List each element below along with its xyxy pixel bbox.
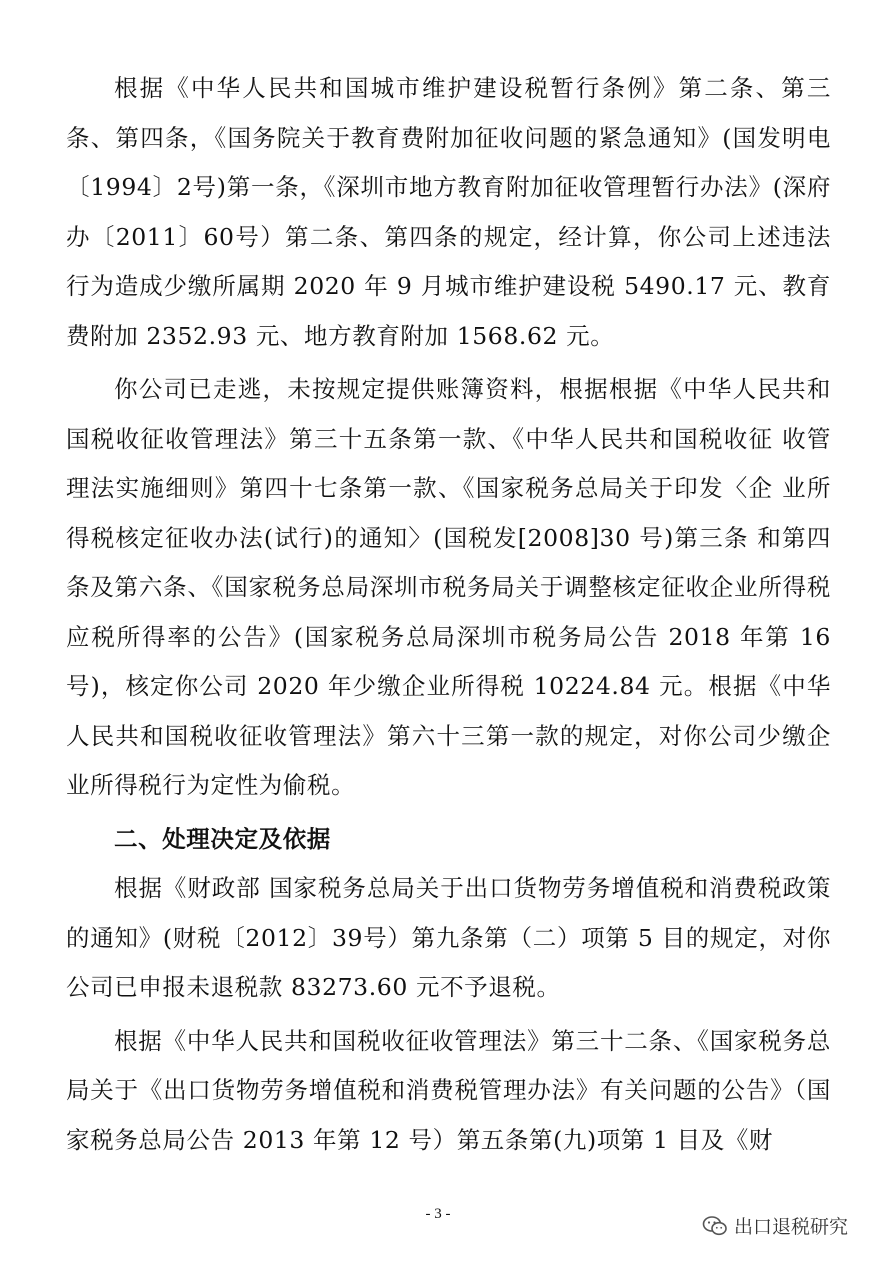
paragraph-city-construction-tax: 根据《中华人民共和国城市维护建设税暂行条例》第二条、第三条、第四条，《国务院关于教育费附加征收问题的紧急通知》(国发明电〔1994〕2号)第一条，《深圳市地方教育附加征收管理暂行办法》(深府办〔2011〕60号）第二条、第四条的规定，经计算，你公司上述违法行为造成少缴所属期 2020 年 9 月城市维护建设税 5490.17 元、教育费附加 2352.93 元、地方教育附加 1568.62 元。 <box>66 74 831 350</box>
watermark-text: 出口退税研究 <box>733 1216 848 1238</box>
wechat-icon <box>702 1215 728 1237</box>
paragraph-tax-collection-law: 根据《中华人民共和国税收征收管理法》第三十二条、《国家税务总局关于《出口货物劳务增值税和消费税管理办法》有关问题的公告》（国家税务总局公告 2013 年第 12 号）第五条第(九)项第 1 目及《财 <box>66 1026 831 1154</box>
watermark <box>702 1212 848 1239</box>
section-heading-decision: 二、处理决定及依据 <box>114 824 331 853</box>
paragraph-enterprise-income-tax: 你公司已走逃，未按规定提供账簿资料，根据根据《中华人民共和国税收征收管理法》第三十五条第一款、《中华人民共和国税收征 收管理法实施细则》第四十七条第一款、《国家税务总局关于印发〈企 业所得税核定征收办法(试行)的通知〉(国税发[2008]30 号)第三条 和第四条及第六条、《国家税务总局深圳市税务局关于调整核定征收企业所得税应税所得率的公告》(国家税务总局深圳市税务局公告 2018 年第 16 号)，核定你公司 2020 年少缴企业所得税 10224.84 元。根据《中华人民共和国税收征收管理法》第六十三第一款的规定，对你公司少缴企业所得税行为定性为偷税。 <box>66 375 831 799</box>
document-body <box>66 64 831 1165</box>
page-number: - 3 - <box>425 1206 451 1222</box>
paragraph-export-refund-denial: 根据《财政部 国家税务总局关于出口货物劳务增值税和消费税政策的通知》(财税〔2012〕39号）第九条第（二）项第 5 目的规定，对你公司已申报未退税款 83273.60 元不予退税。 <box>66 874 831 1001</box>
